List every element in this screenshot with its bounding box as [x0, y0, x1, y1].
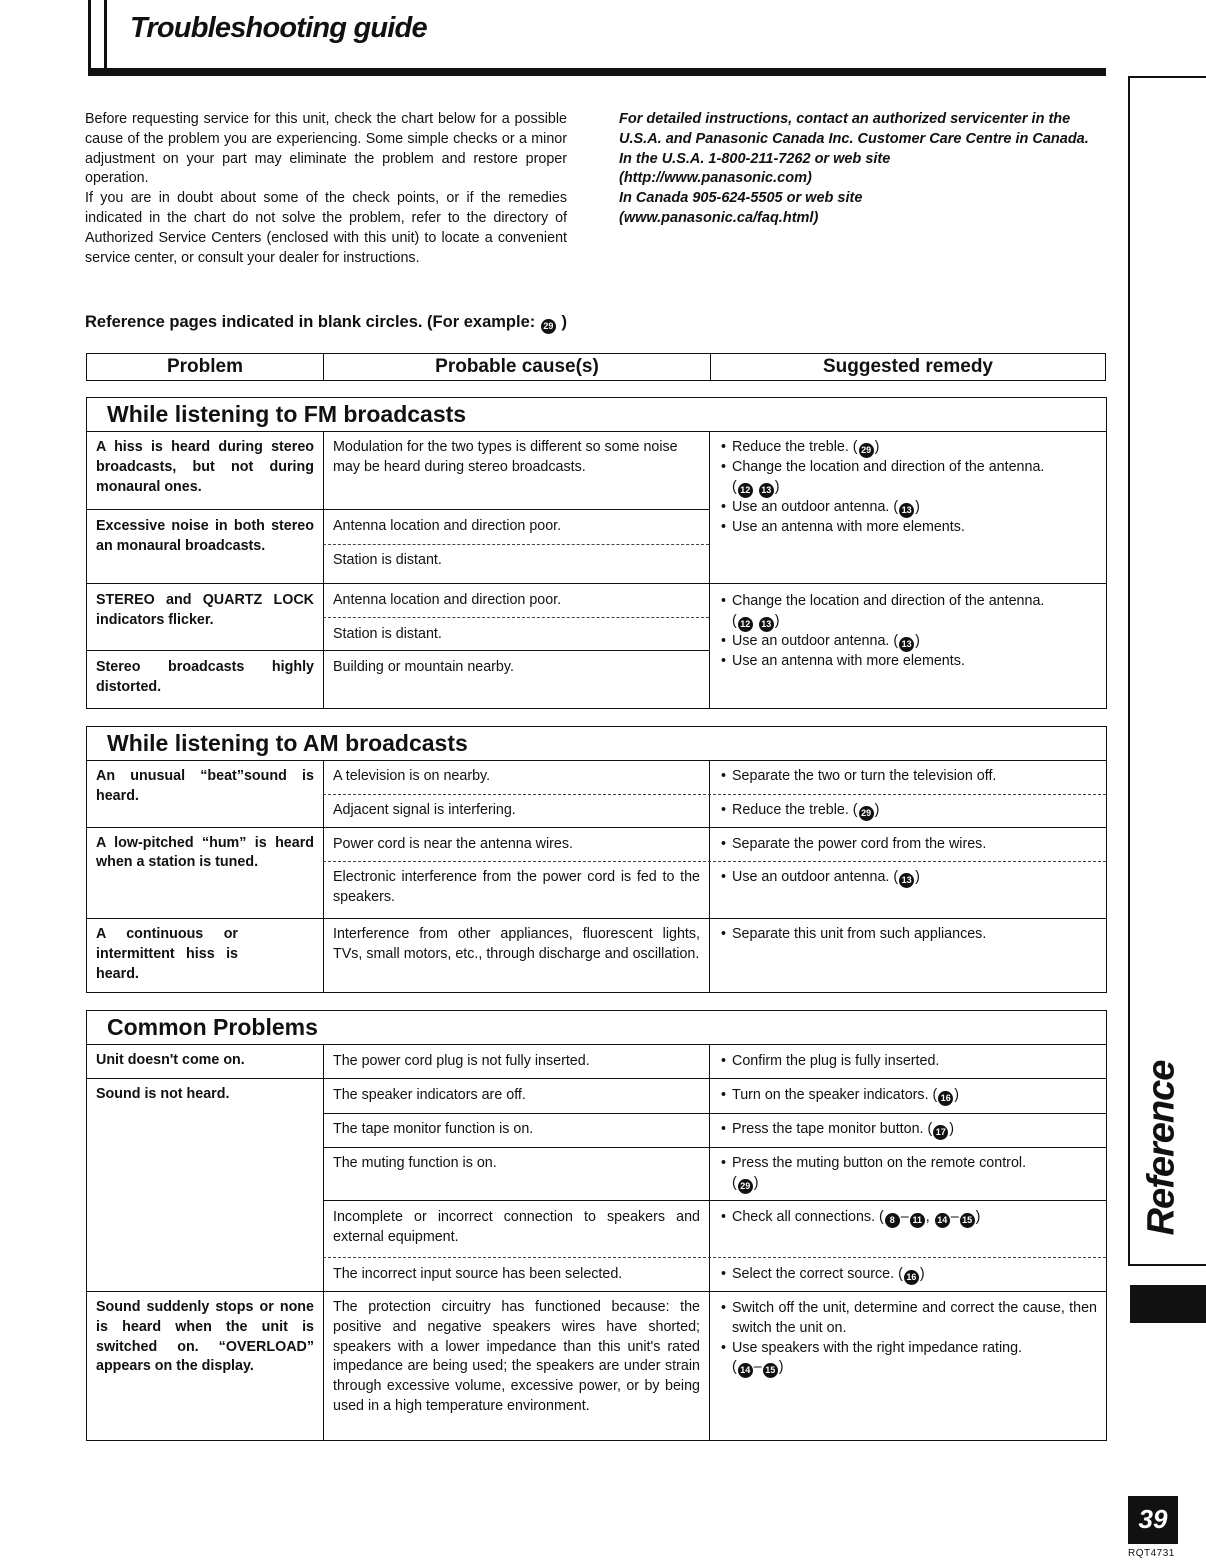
remedy-text: Use an outdoor antenna. ( — [732, 632, 899, 649]
remedy-item — [719, 1086, 1097, 1106]
remedy-cell — [710, 798, 1106, 821]
page-ref-circle: 14 — [738, 1363, 753, 1378]
column-cause: Probable cause(s) — [324, 354, 711, 380]
table-header — [86, 353, 1106, 381]
problem-cell: Sound suddenly stops or none is heard when the unit is switched on. “OVERLOAD” appears on the display. — [96, 1299, 314, 1375]
am-section-title: While listening to AM broadcasts — [87, 727, 1106, 761]
remedy-item — [719, 438, 1097, 458]
remedy-item: • Separate the power cord from the wires. — [719, 835, 1097, 855]
cause-cell: The protection circuitry has functioned because: the positive and negative speakers wires have shorted; speakers with a lower impedance than this unit's rated impedance are being used; the speakers are under strain through excessive volume, excessive power, or by being used in a high temperature environment. — [333, 1299, 700, 1414]
page-ref-circle: 29 — [859, 443, 874, 458]
page-ref-circle: 29 — [541, 319, 556, 334]
problem-cell: STEREO and QUARTZ LOCK indicators flicker. — [96, 592, 314, 628]
cause-cell: A television is on nearby. — [333, 768, 491, 784]
remedy-text: Turn on the speaker indicators. ( — [732, 1087, 938, 1103]
remedy-item — [719, 868, 1097, 888]
remedy-text: ) — [915, 869, 920, 885]
remedy-text: Use speakers with the right impedance rating. — [732, 1339, 1023, 1356]
cause-cell: Station is distant. — [333, 552, 442, 568]
cause-cell: Building or mountain nearby. — [333, 659, 514, 675]
problem-cell: An unusual “beat”sound is heard. — [96, 768, 314, 804]
row-divider — [87, 918, 1106, 919]
common-section — [86, 1010, 1107, 1441]
remedy-text: Use an antenna with more elements. — [732, 518, 965, 535]
row-divider — [87, 1078, 1106, 1079]
remedy-text: ) — [954, 1087, 960, 1103]
row-divider — [323, 617, 709, 618]
remedy-item — [719, 652, 1097, 672]
page-ref-circle: 15 — [960, 1213, 975, 1228]
page-ref-circle: 13 — [759, 617, 774, 632]
remedy-cell — [710, 922, 1106, 945]
page-ref-circle: 12 — [738, 483, 753, 498]
page-ref-circle: 13 — [759, 483, 774, 498]
cause-cell: Modulation for the two types is different so some noise may be heard during stereo broadcasts. — [333, 439, 678, 475]
cause-cell: Station is distant. — [333, 626, 442, 642]
row-divider — [87, 509, 709, 510]
fm-section — [86, 397, 1107, 709]
remedy-text: – — [753, 1359, 762, 1376]
remedy-text: ) — [915, 632, 920, 649]
remedy-text: ) — [949, 1121, 955, 1137]
remedy-text: Use an outdoor antenna. ( — [732, 869, 899, 885]
remedy-item: • Change the location and direction of the antenna. ( 12 13 ) — [719, 592, 1097, 632]
remedy-text: Select the correct source. ( — [732, 1266, 903, 1282]
fm-section-title: While listening to FM broadcasts — [87, 398, 1106, 432]
cause-cell: Power cord is near the antenna wires. — [333, 836, 573, 852]
cause-cell: Antenna location and direction poor. — [333, 518, 562, 534]
remedy-item: • Press the muting button on the remote control. ( 29 ) — [719, 1154, 1097, 1194]
page-ref-circle: 14 — [935, 1213, 950, 1228]
remedy-cell — [710, 832, 1106, 855]
row-divider — [323, 1257, 1106, 1258]
remedy-cell — [710, 435, 1106, 538]
common-section-title: Common Problems — [87, 1011, 1106, 1045]
header-rule-left — [88, 0, 91, 75]
remedy-text: Change the location and direction of the antenna. — [732, 459, 1045, 475]
page-ref-circle: 29 — [738, 1179, 753, 1194]
remedy-text: Change the location and direction of the antenna. — [732, 593, 1045, 609]
header-rule-inner — [104, 0, 107, 68]
column-remedy: Suggested remedy — [823, 356, 993, 377]
intro-paragraph-2: If you are in doubt about some of the check points, or if the remedies indicated in the chart do not solve the problem, refer to the directory of Authorized Service Centers (enclosed with this unit) to locate a convenient service center, or consult your dealer for instructions. — [85, 190, 567, 266]
problem-cell: A hiss is heard during stereo broadcasts, but not during monaural ones. — [96, 439, 314, 495]
remedy-cell — [710, 1296, 1106, 1378]
remedy-cell — [710, 1205, 1106, 1228]
page-ref-circle: 13 — [899, 873, 914, 888]
remedy-text: ) — [975, 1209, 981, 1225]
remedy-text: Use an outdoor antenna. ( — [732, 498, 899, 515]
row-divider — [323, 861, 1106, 862]
problem-cell: Sound is not heard. — [96, 1086, 230, 1102]
row-divider — [323, 794, 1106, 795]
page-ref-circle: 16 — [938, 1091, 953, 1106]
cause-cell: Interference from other appliances, fluorescent lights, TVs, small motors, etc., through discharge and oscillation. — [333, 926, 700, 962]
remedy-item: • Change the location and direction of the antenna. ( 12 13 ) — [719, 458, 1097, 498]
page-ref-circle: 16 — [904, 1270, 919, 1285]
remedy-item: • Confirm the plug is fully inserted. — [719, 1052, 1097, 1072]
row-divider — [87, 650, 709, 651]
cause-cell: The tape monitor function is on. — [333, 1121, 534, 1137]
page-title: Troubleshooting guide — [130, 12, 427, 44]
remedy-text: Press the tape monitor button. ( — [732, 1121, 933, 1137]
cause-cell: Electronic interference from the power cord is fed to the speakers. — [333, 869, 700, 905]
page-ref-circle: 12 — [738, 617, 753, 632]
remedy-text: – — [950, 1209, 959, 1225]
remedy-cell — [710, 1049, 1106, 1072]
remedy-text: Check all connections. ( — [732, 1209, 884, 1225]
contact-line: (www.panasonic.ca/faq.html) — [619, 209, 819, 226]
section-tab-label: Reference — [1140, 1060, 1183, 1236]
cause-cell: Incomplete or incorrect connection to speakers and external equipment. — [333, 1209, 700, 1245]
cause-cell: The speaker indicators are off. — [333, 1087, 526, 1103]
cause-cell: The power cord plug is not fully inserted. — [333, 1053, 590, 1069]
page-ref-circle: 13 — [899, 637, 914, 652]
column-problem: Problem — [87, 354, 324, 380]
page-ref-circle: 13 — [899, 503, 914, 518]
contact-info — [619, 110, 1109, 229]
row-divider — [323, 1113, 1106, 1114]
remedy-item — [719, 498, 1097, 518]
remedy-cell — [710, 1262, 1106, 1285]
page-number: 39 — [1128, 1496, 1178, 1544]
cause-cell: Adjacent signal is interfering. — [333, 802, 516, 818]
contact-line: In Canada 905-624-5505 or web site — [619, 190, 863, 207]
common-table — [87, 1045, 1106, 1440]
remedy-item — [719, 1265, 1097, 1285]
row-divider — [87, 1291, 1106, 1292]
remedy-text: ) — [915, 498, 920, 515]
remedy-text: ) — [919, 1266, 925, 1282]
fm-table — [87, 432, 1106, 708]
remedy-item — [719, 1120, 1097, 1140]
row-divider — [87, 827, 1106, 828]
remedy-text: , — [925, 1209, 930, 1225]
remedy-item: • Separate this unit from such appliances. — [719, 925, 1097, 945]
reference-note-close: ) — [561, 313, 567, 331]
remedy-text: – — [900, 1209, 909, 1225]
row-divider — [87, 583, 1106, 584]
remedy-text: Reduce the treble. ( — [732, 802, 858, 818]
remedy-item: • Separate the two or turn the television off. — [719, 767, 1097, 787]
remedy-item — [719, 518, 1097, 538]
contact-line: In the U.S.A. 1-800-211-7262 or web site — [619, 150, 891, 167]
intro-paragraph-1: Before requesting service for this unit, check the chart below for a possible cause of the problem you are experiencing. Some simple checks or a minor adjustment on your part may eliminate the problem and restore proper operation. — [85, 111, 567, 187]
section-tab — [1137, 1060, 1187, 1236]
page-ref-circle: 17 — [933, 1125, 948, 1140]
am-section — [86, 726, 1107, 993]
remedy-item: • Use speakers with the right impedance rating. ( 14 – 15 ) — [719, 1339, 1097, 1379]
remedy-text: Reduce the treble. ( — [732, 439, 858, 455]
cause-cell: Antenna location and direction poor. — [333, 592, 562, 608]
page-ref-circle: 15 — [763, 1363, 778, 1378]
page-ref-circle: 8 — [885, 1213, 900, 1228]
header-rule-bottom — [88, 68, 1106, 76]
side-block — [1130, 1285, 1206, 1323]
remedy-text: ) — [874, 802, 880, 818]
contact-line: (http://www.panasonic.com) — [619, 170, 812, 187]
cause-cell: The muting function is on. — [333, 1155, 497, 1171]
problem-cell: Stereo broadcasts highly distorted. — [96, 659, 314, 695]
remedy-item: • Switch off the unit, determine and correct the cause, then switch the unit on. — [719, 1299, 1097, 1339]
document-code: RQT4731 — [1128, 1548, 1175, 1559]
remedy-item — [719, 801, 1097, 821]
row-divider — [323, 1200, 1106, 1201]
cause-cell: The incorrect input source has been selected. — [333, 1266, 623, 1282]
remedy-cell — [710, 1117, 1106, 1140]
row-divider — [323, 544, 709, 545]
problem-cell: A low-pitched “hum” is heard when a station is tuned. — [96, 835, 314, 870]
remedy-cell — [710, 1083, 1106, 1106]
reference-note — [85, 313, 567, 334]
remedy-text: Press the muting button on the remote control. — [732, 1155, 1027, 1171]
remedy-item — [719, 1208, 1097, 1228]
reference-note-text: Reference pages indicated in blank circles. (For example: — [85, 313, 536, 331]
remedy-cell — [710, 865, 1106, 888]
remedy-text: ) — [874, 439, 880, 455]
problem-cell: A continuous or intermittent hiss is heard. — [96, 926, 238, 982]
page-ref-circle: 29 — [859, 806, 874, 821]
problem-cell: Excessive noise in both stereo an monaural broadcasts. — [96, 518, 314, 554]
remedy-text: Use an antenna with more elements. — [732, 652, 965, 669]
contact-line: For detailed instructions, contact an authorized servicenter in the U.S.A. and Panasonic Canada Inc. Customer Care Centre in Canada. — [619, 111, 1089, 147]
remedy-cell — [710, 1151, 1106, 1194]
remedy-item — [719, 632, 1097, 652]
intro-text — [85, 110, 567, 268]
remedy-cell — [710, 764, 1106, 787]
problem-cell: Unit doesn't come on. — [96, 1052, 245, 1068]
am-table — [87, 761, 1106, 992]
remedy-cell — [710, 589, 1106, 672]
row-divider — [323, 1147, 1106, 1148]
page-ref-circle: 11 — [910, 1213, 925, 1228]
